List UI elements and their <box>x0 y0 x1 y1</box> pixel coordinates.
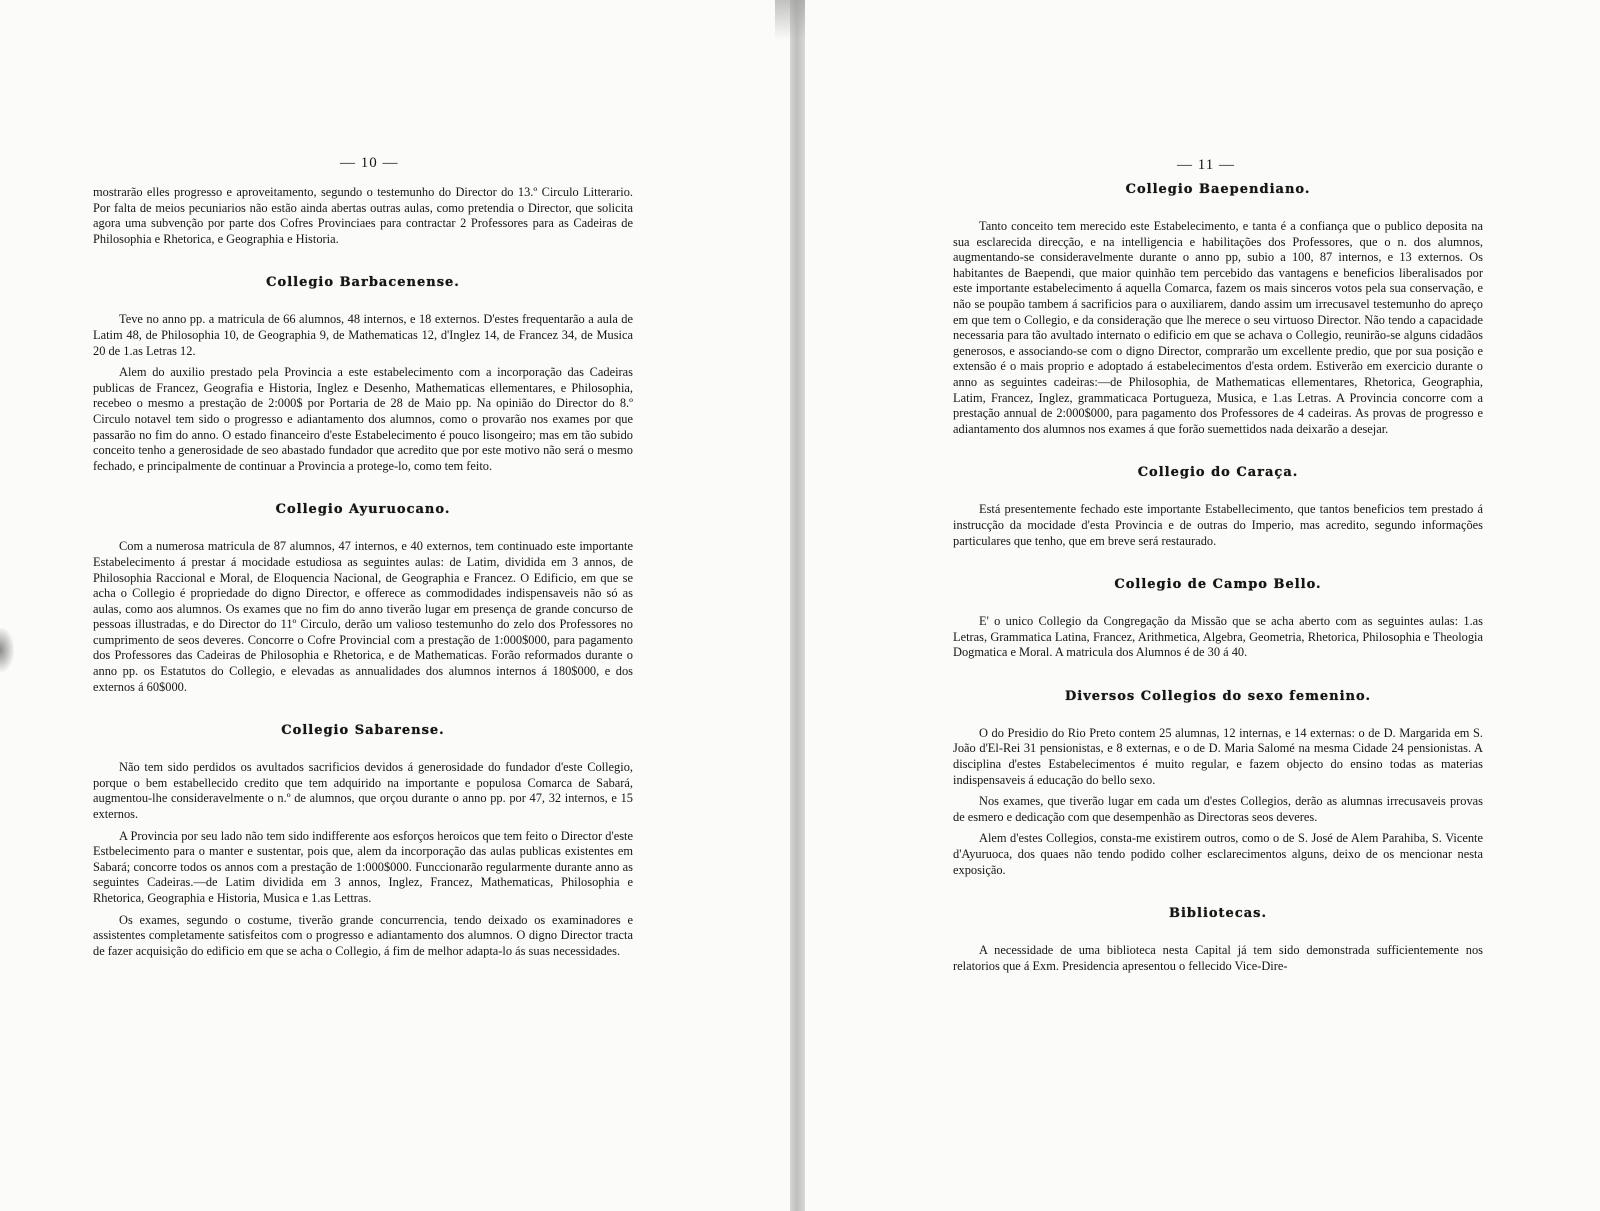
opening-paragraph: mostrarão elles progresso e aproveitamento, segundo o testemunho do Director do 13.º Circulo Litterario. Por falta de meios pecuniarios não estão ainda abertas outras aulas, como pretendia o Director, que solicita agora uma subvenção por parte dos Cofres Provinciaes para contractar 2 Professores para as Cadeiras de Philosophia e Rhetorica, e Geographia e Historia. <box>93 185 633 246</box>
page-edge-smudge <box>0 628 14 672</box>
section-heading: Collegio Barbacenense. <box>266 275 460 291</box>
page-number: — 10 — <box>340 155 399 171</box>
section-paragraph: Não tem sido perdidos os avultados sacrificios devidos á generosidade do fundador d'este Collegio, porque o bem estabellecido credito que tem adquirido na importante e populosa Comarca de Sabará, augmentou-lhe consideravelmente o n.º de alumnos, que orçou durante o anno pp. por 47, 32 internos, e 15 externos. <box>93 760 633 822</box>
section-heading: Collegio Baependiano. <box>1125 182 1311 197</box>
book-gutter <box>790 0 805 1211</box>
section-paragraph: Com a numerosa matricula de 87 alumnos, 47 internos, e 40 externos, tem continuado este importante Estabelecimento á prestar á mocidade estudiosa as seguintes aulas: de Latim, dividida em 3 annos, de Philosophia Raccional e Moral, de Eloquencia Nacional, de Geographia e Francez. O Edificio, em que se acha o Collegio é propriedade do digno Director, e offerece as commodidades indispensaveis não só as aulas, como aos alumnos. Os exames que no fim do anno tiverão lugar em presença de grande concurso de pessoas illustradas, e do Director do 11º Circulo, derão um valioso testemunho do zelo dos Professores no cumprimento de seos deveres. Concorre o Cofre Provincial com a prestação de 1:000$000, para pagamento dos Professores das Cadeiras de Philosophia e Rhetorica, e de Mathematicas. Forão reformados durante o anno pp. os Estatutos do Collegio, e elevadas as annualidades dos alumnos internos á 180$000, e dos externos á 60$000. <box>93 539 633 694</box>
section-paragraph: Os exames, segundo o costume, tiverão grande concurrencia, tendo deixado os examinadores e assistentes completamente satisfeitos com o progresso e adiantamento dos alumnos. O digno Director tracta de fazer acquisição do edificio em que se acha o Collegio, á fim de melhor adapta-lo ás suas necessidades. <box>93 912 633 958</box>
section-heading: Collegio de Campo Bello. <box>1114 577 1322 593</box>
section-paragraph: A Provincia por seu lado não tem sido indifferente aos esforços heroicos que tem feito o Director d'este Estbelecimento para o manter e sustentar, pois que, alem da incorporação das aulas publicas existentes em Sabará; concorre todos os annos com a prestação de 1:000$000. Funccionarão regularmente durante anno as seguintes Cadeiras.—de Latim dividida em 3 annos, Inglez, Francez, Mathematicas, Philosophia e Rhetorica, Geographia e Historia, Musica e 1.as Lettras. <box>93 828 633 905</box>
section-heading: Collegio Sabarense. <box>281 723 445 739</box>
section-heading: Diversos Collegios do sexo femenino. <box>1065 688 1371 704</box>
page-number: — 11 — <box>1177 157 1235 173</box>
section-paragraph: A necessidade de uma biblioteca nesta Capital já tem sido demonstrada sufficientemente nos relatorios que á Exm. Presidencia apresentou o fellecido Vice-Dire- <box>953 943 1483 973</box>
section-heading: Bibliotecas. <box>1168 906 1268 922</box>
left-text-column <box>93 185 633 959</box>
section-paragraph: Tanto conceito tem merecido este Estabelecimento, e tanta é a confiança que o publico deposita na sua esclarecida direcção, e na intelligencia e habilitações dos Professores, que o n. dos alumnos, augmentando-se consideravelmente durante o anno pp, subio a 100, 87 internos, e 13 externos. Os habitantes de Baependi, que maior quinhão tem percebido das vantagens e beneficios liberalisados por este importante estabelecimento á aquella Comarca, fazem os mais sinceros votos pela sua conservação, e não se poupão tambem á sacrificios para o auxiliarem, dando assim um irrecusavel testemunho do apreço em que tem o Collegio, e da consideração que lhe merece o seu virtuoso Director. Não tendo a capacidade necessaria para tão avultado internato o edificio em que se achava o Collegio, reunirão-se alguns cidadãos generosos, e associando-se com o digno Director, comprarão um excellente predio, que por sua posição e extensão é o mais proprio e adoptado á estabelecimentos d'esta ordem. Estiverão em exercicio durante o anno as seguintes cadeiras:—de Philosophia, de Mathematicas ellementares, Rhetorica, Geographia, Latim, Francez, Inglez, grammaticaca Portugueza, Musica, e 1.as Letras. A Provincia concorre com a prestação annual de 2:000$000, para pagamento dos Professores de 4 cadeiras. As provas de progresso e adiantamento dos alumnos nos exames á que forão suemettidos nada deixarão a desejar. <box>953 219 1483 436</box>
section-paragraph: Alem d'estes Collegios, consta-me existirem outros, como o de S. José de Alem Parahiba, S. Vicente d'Ayuruoca, dos quaes não tendo podido colher esclarecimentos alguns, deixo de os mencionar nesta exposição. <box>953 831 1483 877</box>
section-heading: Collegio Ayuruocano. <box>275 502 451 518</box>
section-paragraph: Está presentemente fechado este importante Estabellecimento, que tantos beneficios tem prestado á instrucção da mocidade d'esta Provincia e de outras do Imperio, mas acredito, segundo informações particulares que tenho, que em breve será restaurado. <box>953 502 1483 548</box>
section-paragraph: Alem do auxilio prestado pela Provincia a este estabelecimento com a incorporação das Cadeiras publicas de Francez, Geografia e Historia, Inglez e Desenho, Mathematicas ellementares, e Philosophia, recebeo o mesmo a prestação de 2:000$ por Portaria de 28 de Maio pp. Na opinião do Director do 8.º Circulo notavel tem sido o progresso e adiantamento dos alumnos, como o provarão nos exames por que passarão no fim do anno. O estado financeiro d'este Estabelecimento é pouco lisongeiro; mas em tão subido conceito tenho a generosidade de seo abastado fundador que acredito que por este motivo não será o mesmo fechado, e principalmente de continuar a Provincia a protege-lo, como tem feito. <box>93 365 633 473</box>
section-heading: Collegio do Caraça. <box>1137 465 1299 481</box>
left-page <box>0 0 790 1211</box>
section-paragraph: E' o unico Collegio da Congregação da Missão que se acha aberto com as seguintes aulas: 1.as Letras, Grammatica Latina, Francez, Arithmetica, Algebra, Geometria, Rhetorica, Philosophia e Theologia Dogmatica e Moral. A matricula dos Alumnos é de 30 á 40. <box>953 614 1483 660</box>
right-text-column <box>953 182 1483 974</box>
section-paragraph: Nos exames, que tiverão lugar em cada um d'estes Collegios, derão as alumnas irrecusaveis provas de esmero e dedicação com que desempenhão as Directoras seos deveres. <box>953 794 1483 824</box>
right-page <box>805 0 1600 1211</box>
section-paragraph: Teve no anno pp. a matricula de 66 alumnos, 48 internos, e 18 externos. D'estes frequentarão a aula de Latim 48, de Philosophia 10, de Geographia 9, de Mathematicas 12, d'Inglez 14, de Francez 34, de Musica 20 de 1.as Letras 12. <box>93 312 633 358</box>
section-paragraph: O do Presidio do Rio Preto contem 25 alumnas, 12 internas, e 14 externas: o de D. Margarida em S. João d'El-Rei 31 pensionistas, e 8 externas, e o de D. Maria Salomé na mesma Cidade 24 pensionistas. A disciplina d'estes Estabelecimentos é muito regular, e fazem objecto do ensino todas as materias indispensaveis á educação do bello sexo. <box>953 725 1483 787</box>
